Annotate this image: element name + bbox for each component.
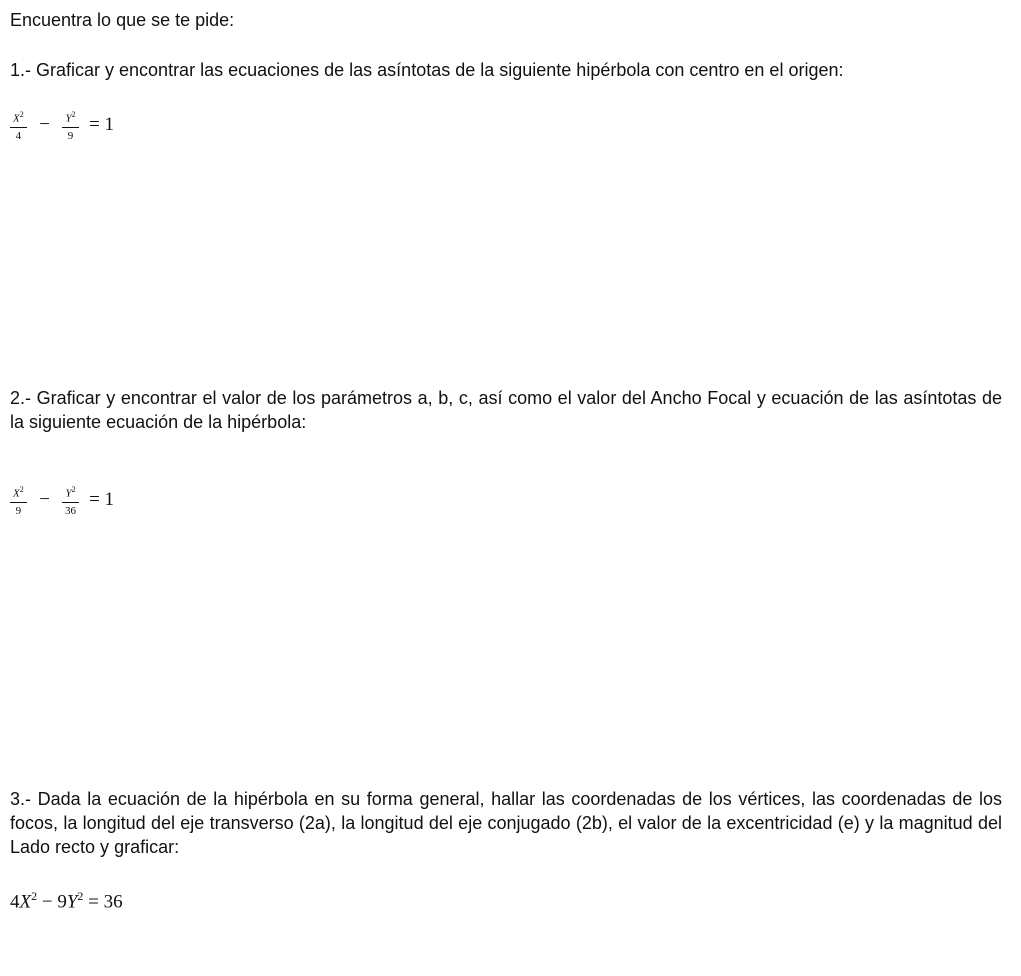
fraction-y-squared <box>62 108 78 143</box>
question-3-text: 3.- Dada la ecuación de la hipérbola en su forma general, hallar las coordenadas de los vértices, las coordenadas de los focos, la longitud del eje transverso (2a), la longitud del eje conjugado (2b), el valor de la excentricidad (e) y la magnitud del Lado recto y graficar: <box>10 789 1002 857</box>
numerator-variable: Y <box>65 487 72 500</box>
question-3-equation <box>10 889 123 913</box>
question-1-text: 1.- Graficar y encontrar las ecuaciones de las asíntotas de la siguiente hipérbola con centro en el origen: <box>10 60 844 80</box>
minus-operator: − <box>39 114 50 136</box>
numerator-variable: Y <box>65 112 72 125</box>
exponent: 2 <box>77 889 84 903</box>
question-2-equation <box>10 483 114 518</box>
denominator: 36 <box>65 504 77 517</box>
numerator-exponent: 2 <box>71 110 76 119</box>
fraction-x-squared <box>10 108 27 143</box>
instructions-heading: Encuentra lo que se te pide: <box>10 10 235 30</box>
numerator-exponent: 2 <box>19 485 24 494</box>
variable: X <box>19 891 32 913</box>
denominator: 9 <box>15 504 22 517</box>
variable: Y <box>66 891 78 913</box>
numerator-variable: X <box>13 487 20 500</box>
equals-right-side: = 1 <box>89 489 115 511</box>
denominator: 4 <box>15 129 22 142</box>
numerator-exponent: 2 <box>19 110 24 119</box>
minus-operator: − <box>37 891 58 913</box>
coefficient: 9 <box>57 891 67 913</box>
question-2-text: 2.- Graficar y encontrar el valor de los parámetros a, b, c, así como el valor del Ancho Focal y ecuación de las asíntotas de la siguiente ecuación de la hipérbola: <box>10 388 1002 432</box>
fraction-x-squared <box>10 483 27 518</box>
exponent: 2 <box>31 889 38 903</box>
equals-right-side: = 1 <box>89 114 115 136</box>
coefficient: 4 <box>10 891 20 913</box>
minus-operator: − <box>39 489 50 511</box>
denominator: 9 <box>67 129 74 142</box>
numerator-exponent: 2 <box>71 485 76 494</box>
question-1-equation <box>10 108 114 143</box>
fraction-y-squared <box>62 483 78 518</box>
equals-right-side: = 36 <box>83 891 123 913</box>
numerator-variable: X <box>13 112 20 125</box>
